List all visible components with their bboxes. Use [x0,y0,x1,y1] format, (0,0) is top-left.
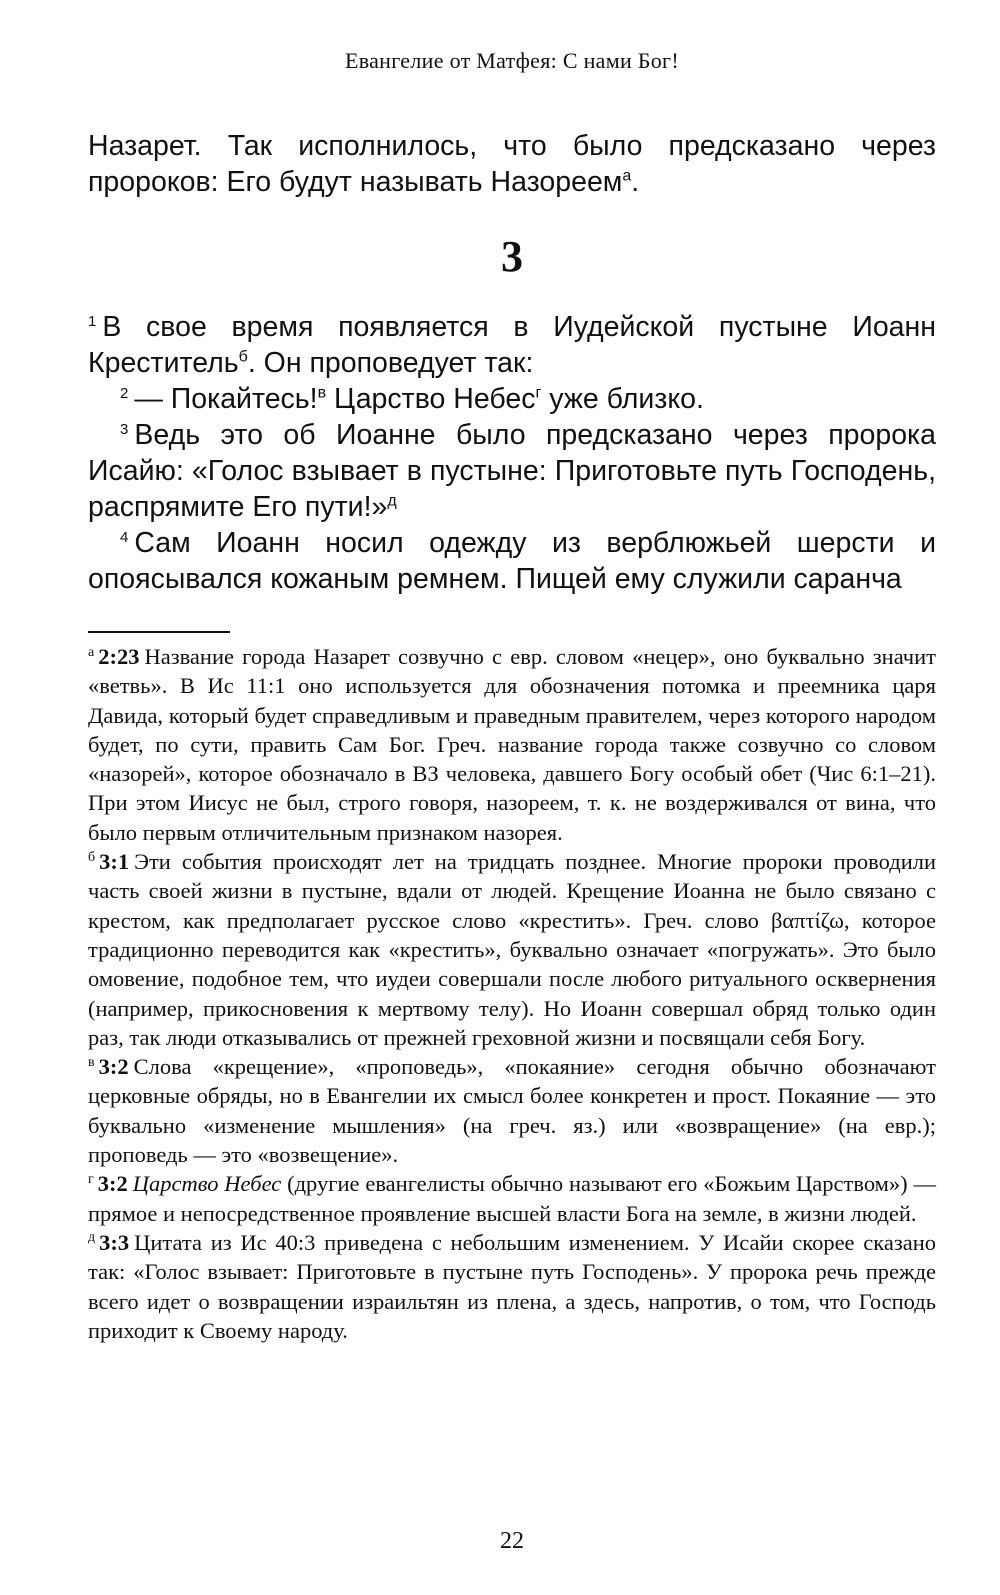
footnote-ref: 3:2 [98,1054,129,1080]
verse: $^1$ В свое время появляется в Иудейской пустыне Иоанн Креститель$^б$. Он проповедует так: [88,311,936,379]
footnote-marker: д [387,492,397,510]
chapter-number: 3 [501,232,523,281]
verse: $^3$ Ведь это об Иоанне было предсказано через пророка Исайю: «Голос взывает в пустыне: Приготовьте путь Господень, распрямите Его пути!»$^д$ [88,419,936,523]
book-page [88,0,936,1595]
verse-number: 1 [88,312,97,330]
footnote-divider [88,631,230,633]
footnote: $^г$ 3:2 Царство Небес (другие евангелисты обычно называют его «Божьим Царством») — прямое и непосредственное проявление высшей власти Бога на земле, в жизни людей. [88,1171,936,1226]
page-number: 22 [500,1528,524,1554]
footnote-letter: а [88,644,95,660]
continued-paragraph [88,128,936,200]
verse-number: 4 [120,528,129,546]
verses-block [88,309,936,597]
footnote-ref: 3:2 [97,1171,128,1197]
footnote-letter: б [88,849,96,865]
continued-text: Назарет. Так исполнилось, что было предсказано через пророков: Его будут называть Назореем$^а$. [88,130,936,198]
footnote: $^в$ 3:2 Слова «крещение», «проповедь», «покаяние» сегодня обычно обозначают церковные обряды, но в Евангелии их смысл более конкретен и прост. Покаяние — это буквально «изменение мышления» (на греч. яз.) или «возвращение» (на евр.); проповедь — это «возвещение». [88,1054,936,1168]
footnote: $^а$ 2:23 Название города Назарет созвучно с евр. словом «нецер», оно буквально значит «ветвь». В Ис 11:1 оно используется для обозначения потомка и преемника царя Давида, который будет справедливым и праведным правителем, через которого народом будет, по сути, править Сам Бог. Греч. название города также созвучно со словом «назорей», которое обозначало в ВЗ человека, давшего Богу особый обет (Чис 6:1–21). При этом Иисус не был, строго говоря, назореем, т. к. не воздерживался от вина, что было первым отличительным признаком назорея. [88,644,936,845]
footnote-letter: в [88,1054,95,1070]
footnote-ref: 3:1 [99,849,130,875]
footnote-ref: 2:23 [98,644,140,669]
verse: $^4$ Сам Иоанн носил одежду из верблюжьей шерсти и опоясывался кожаным ремнем. Пищей ему служили саранча [88,527,936,595]
verse-number: 3 [120,420,129,438]
footnote-letter: г [88,1171,94,1187]
footnote-ref: 3:3 [99,1229,130,1255]
verse-number: 2 [120,384,129,402]
footnote: $^д$ 3:3 Цитата из Ис 40:3 приведена с небольшим изменением. У Исайи скорее сказано так: «Голос взывает: Приготовьте в пустыне путь Господень». У пророка речь прежде всего идет о возвращении израильтян из плена, а здесь, напротив, о том, что Господь приходит к Своему народу. [88,1229,936,1343]
footnote-letter: д [88,1230,96,1246]
footnote: $^б$ 3:1 Эти события происходят лет на тридцать позднее. Многие пророки проводили часть своей жизни в пустыне, вдали от людей. Крещение Иоанна не было связано с крестом, как предполагает русское слово «крестить». Греч. слово βαπτίζω, которое традиционно переводится как «крестить», буквально означает «погружать». Это было омовение, подобное тем, что иудеи совершали после любого ритуального осквернения (например, прикосновения к мертвому телу). Но Иоанн совершал обряд только один раз, так люди отказывались от прежней греховной жизни и посвящали себя Богу. [88,849,936,1050]
footnote-marker: а [622,167,632,185]
footnote-marker: б [238,348,248,366]
running-header: Евангелие от Матфея: С нами Бог! [344,48,680,73]
verse: $^2$ — Покайтесь!$^в$ Царство Небес$^г$ уже близко. [120,383,704,415]
footnote-marker: г [535,384,542,402]
footnote-term: Царство Небес [132,1171,282,1197]
footnote-marker: в [317,384,327,402]
footnotes [88,642,936,1345]
